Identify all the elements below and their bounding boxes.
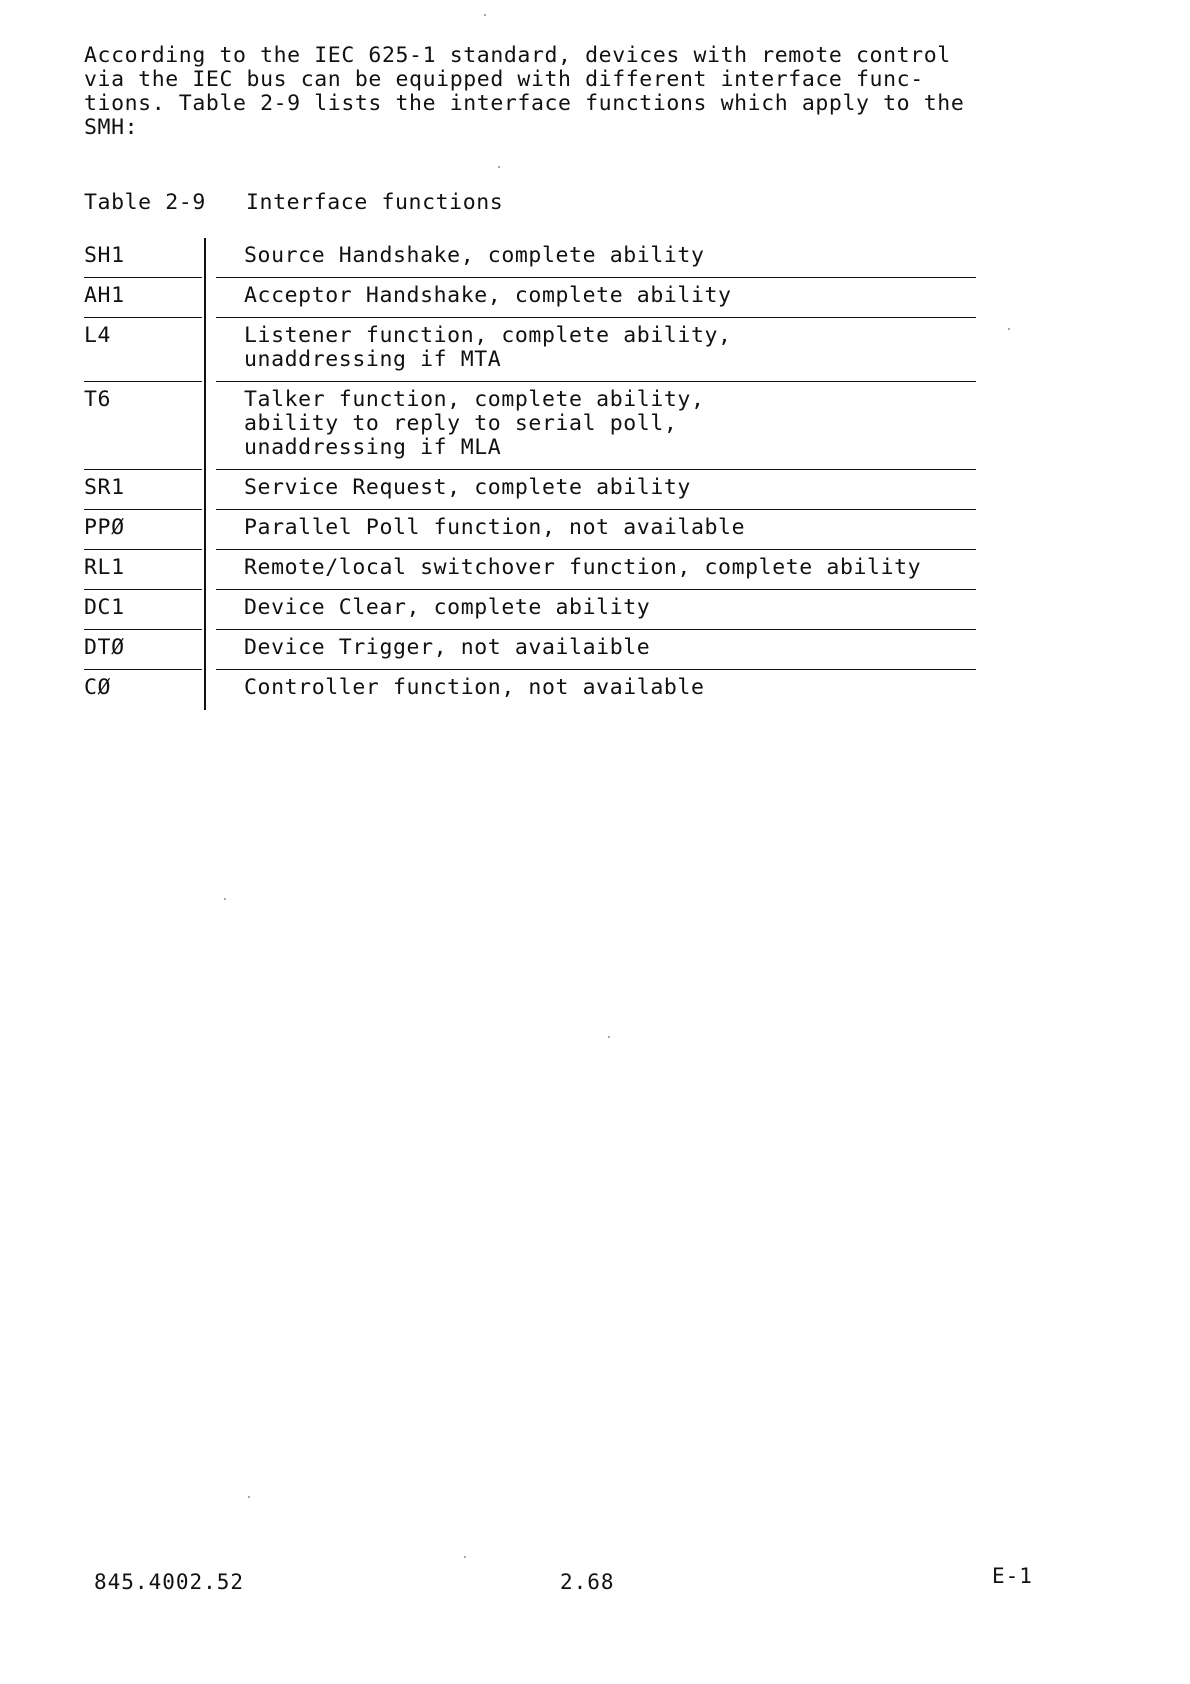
table-row (84, 470, 976, 510)
intro-line: SMH: (84, 115, 139, 140)
description-line: Listener function, complete ability, (244, 323, 732, 348)
scan-speck (248, 1496, 250, 1498)
function-code: DC1 (84, 590, 206, 630)
function-description (208, 470, 976, 510)
function-description (208, 382, 976, 470)
table-row (84, 318, 976, 382)
function-description (208, 670, 976, 710)
function-description (208, 318, 976, 382)
function-description (208, 550, 976, 590)
function-description (208, 278, 976, 318)
function-description (208, 590, 976, 630)
table-row (84, 550, 976, 590)
description-line: Source Handshake, complete ability (244, 243, 705, 268)
footer-doc-number: 845.4002.52 (94, 1570, 245, 1594)
scan-speck (464, 1556, 466, 1558)
description-line: ability to reply to serial poll, (244, 411, 678, 436)
function-code: RL1 (84, 550, 206, 590)
footer-page-number: 2.68 (560, 1570, 615, 1594)
footer-edition: E-1 (992, 1564, 1033, 1588)
scan-speck (1008, 328, 1010, 330)
function-description (208, 238, 976, 278)
intro-paragraph (84, 44, 1044, 140)
scan-speck (224, 898, 226, 900)
description-line: unaddressing if MLA (244, 435, 502, 460)
table-row (84, 510, 976, 550)
table-caption-title: Interface functions (246, 190, 504, 215)
function-code: PPØ (84, 510, 206, 550)
intro-line: According to the IEC 625-1 standard, devices with remote control (84, 43, 951, 68)
description-line: Service Request, complete ability (244, 475, 691, 500)
function-code: SR1 (84, 470, 206, 510)
description-line: Acceptor Handshake, complete ability (244, 283, 732, 308)
table-row (84, 670, 976, 710)
description-line: Controller function, not available (244, 675, 705, 700)
function-code: AH1 (84, 278, 206, 318)
description-line: Remote/local switchover function, complete ability (244, 555, 922, 580)
intro-line: via the IEC bus can be equipped with different interface func- (84, 67, 924, 92)
table-row (84, 278, 976, 318)
scan-speck (498, 166, 500, 168)
scan-speck (608, 1036, 610, 1038)
table-row (84, 590, 976, 630)
function-code: L4 (84, 318, 206, 382)
scan-speck (484, 14, 486, 16)
description-line: Parallel Poll function, not available (244, 515, 746, 540)
description-line: unaddressing if MTA (244, 347, 502, 372)
function-code: T6 (84, 382, 206, 470)
intro-line: tions. Table 2-9 lists the interface functions which apply to the (84, 91, 965, 116)
description-line: Device Trigger, not availaible (244, 635, 651, 660)
function-code: SH1 (84, 238, 206, 278)
table-caption (84, 190, 503, 215)
function-code: CØ (84, 670, 206, 710)
function-description (208, 510, 976, 550)
description-line: Talker function, complete ability, (244, 387, 705, 412)
function-description (208, 630, 976, 670)
interface-functions-table (84, 238, 976, 710)
table-row (84, 630, 976, 670)
description-line: Device Clear, complete ability (244, 595, 651, 620)
table-caption-number: Table 2-9 (84, 190, 206, 215)
table-row (84, 382, 976, 470)
function-code: DTØ (84, 630, 206, 670)
table-row (84, 238, 976, 278)
